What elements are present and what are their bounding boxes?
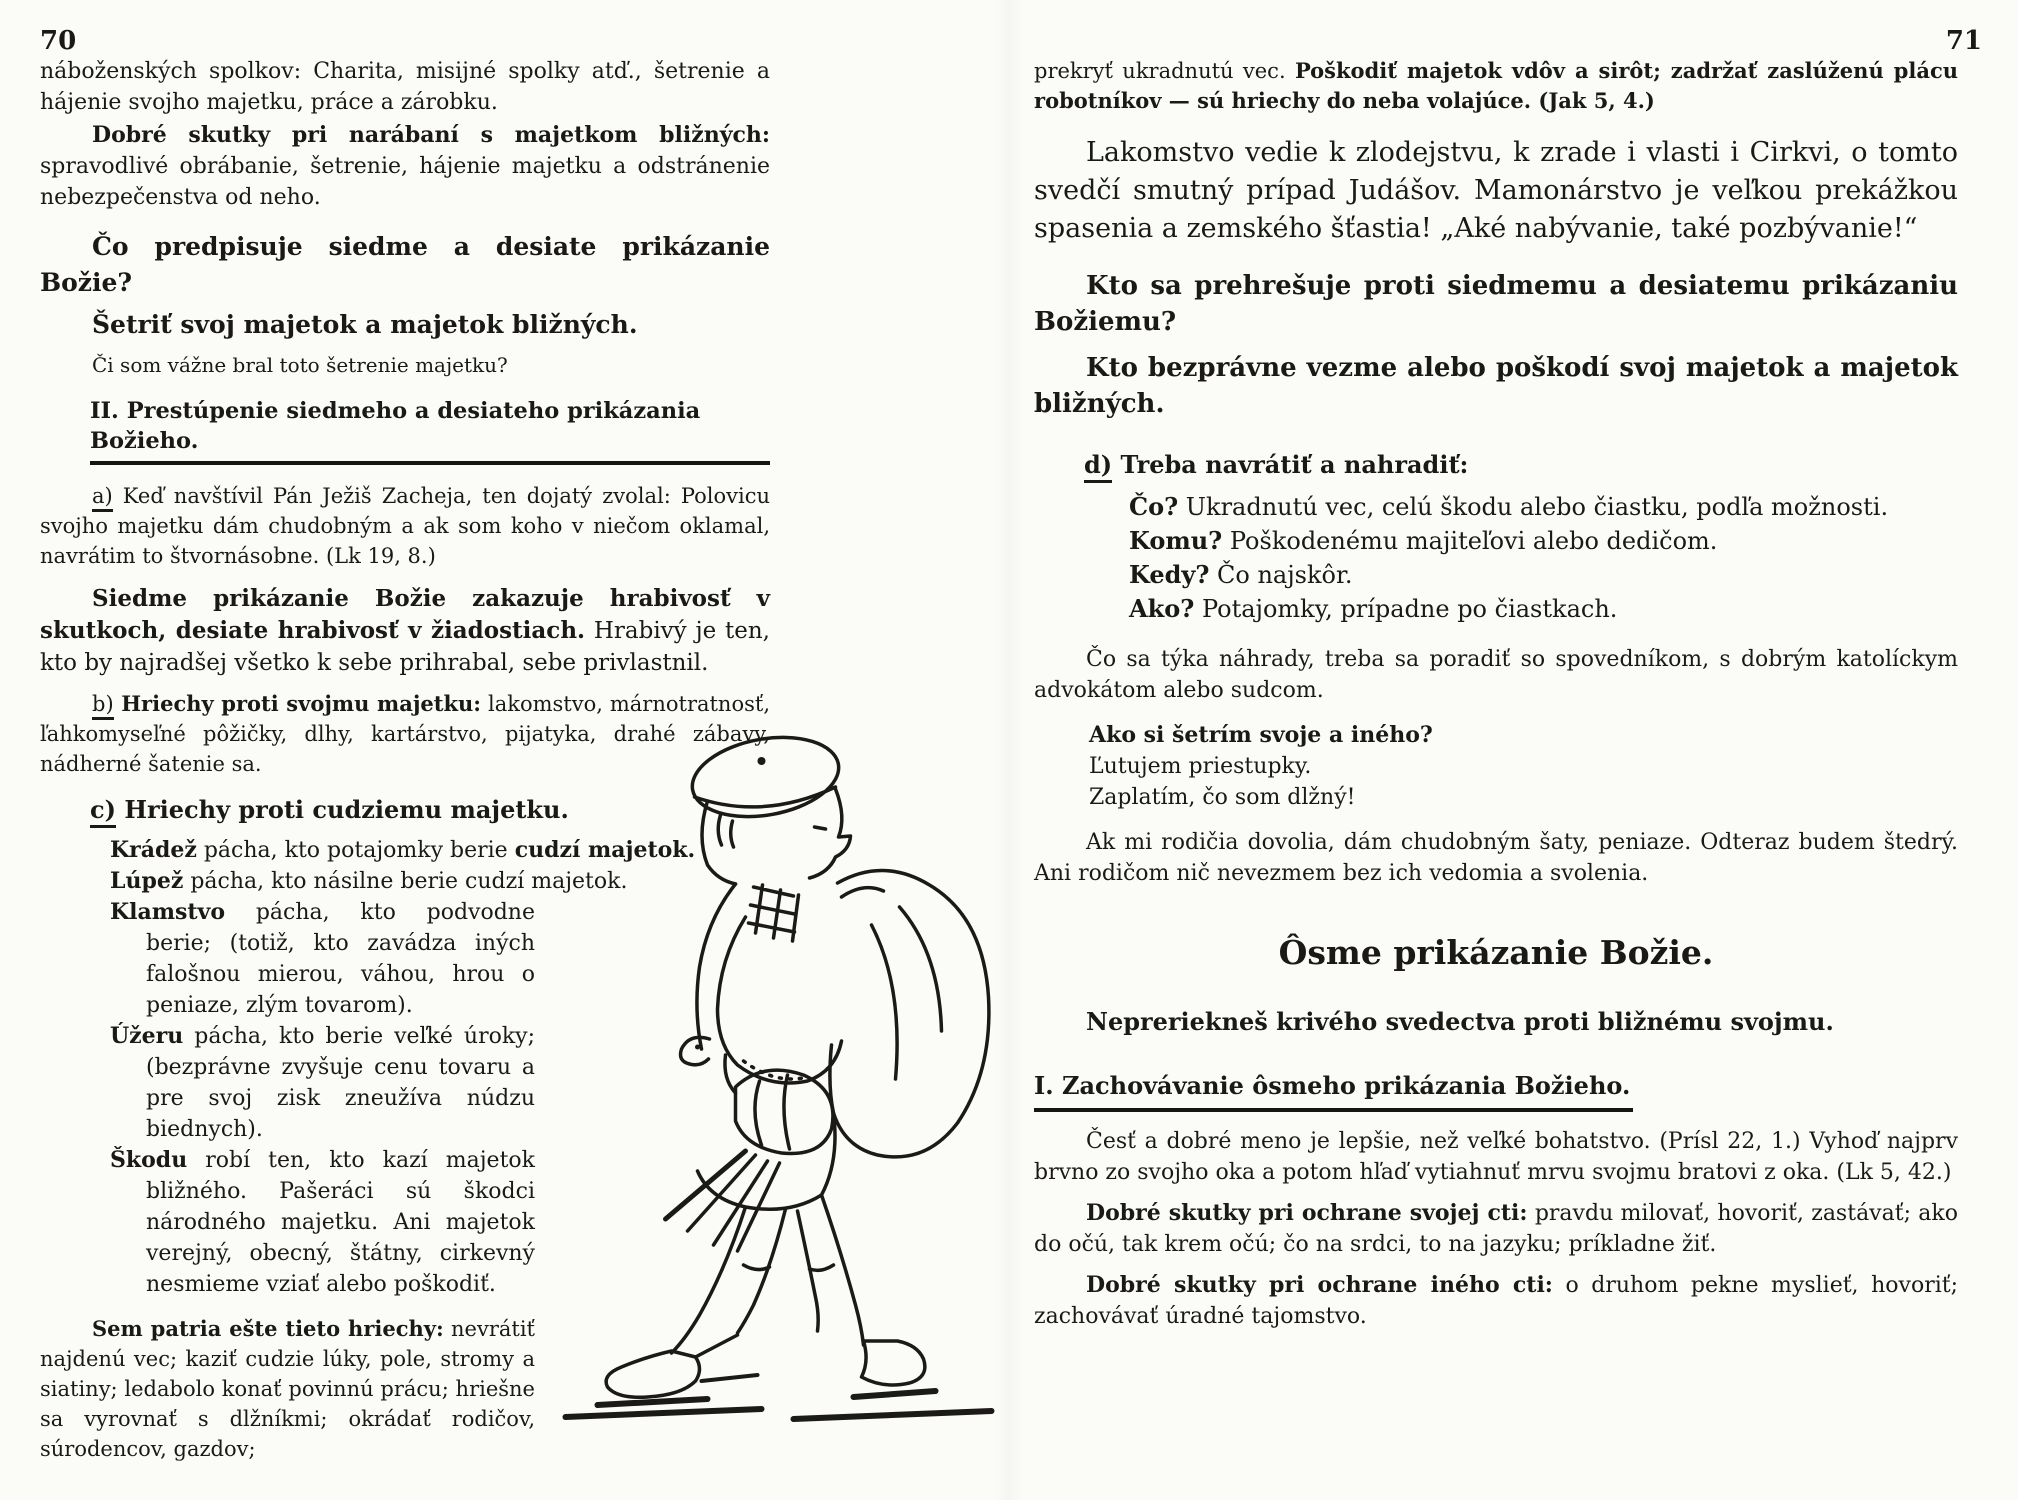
bold-run: Hriechy proti svojmu majetku: bbox=[113, 691, 482, 716]
bold-run: Poškodiť majetok vdôv a sirôt; zadržať zaslúženú plácu robotníkov — sú hriechy do neba volajúce. bbox=[1034, 58, 1958, 113]
restitution-what bbox=[1034, 490, 1958, 524]
underlined-heading: II. Prestúpenie siedmeho a desiateho prikázania Božieho. bbox=[90, 396, 770, 465]
item-label-c: c) bbox=[90, 795, 116, 828]
section-heading-transgression bbox=[40, 396, 770, 465]
text-run: Ak mi rodičia dovolia, dám chudobným šaty, peniaze. Odteraz budem štedrý. Ani rodičom nič nevezmem bez ich vedomia a svolenia. bbox=[1034, 830, 1958, 886]
paragraph-item-a bbox=[40, 481, 770, 571]
text-run: Lakomstvo vedie k zlodejstvu, k zrade i vlasti i Cirkvi, o tomto svedčí smutný prípad Judášov. Mamonárstvo je veľkou prekážkou spasenia a zemského šťastia! „Aké nabývanie, také pozbývanie!“ bbox=[1034, 137, 1958, 244]
paragraph-resolution bbox=[1034, 827, 1958, 889]
text-run: Treba navrátiť a nahradiť: bbox=[1112, 450, 1469, 479]
paragraph-others-honor bbox=[1034, 1270, 1958, 1332]
sin-item-usury bbox=[40, 1021, 535, 1145]
text-run: pácha, kto násilne berie cudzí majetok. bbox=[183, 869, 628, 894]
text-run: náboženských spolkov: Charita, misijné spolky atď., šetrenie a hájenie svojho majetku, práce a zárobku. bbox=[40, 59, 770, 115]
examination-line-1 bbox=[1034, 751, 1958, 782]
examination-line-2 bbox=[1034, 782, 1958, 813]
figure-lines bbox=[566, 727, 992, 1419]
text-run: Ľutujem priestupky. bbox=[1089, 754, 1312, 779]
text-run: pácha, kto berie veľké úroky; (bezprávne zvyšuje cenu tovaru a pre svoj zisk zneužíva núdzu biednych). bbox=[146, 1024, 535, 1142]
text-run: Keď navštívil Pán Ježiš Zacheja, ten dojatý zvolal: Polovicu svojho majetku dám chudobným a ak som koho v niečom oklamal, navrátim to štvornásobne. (Lk 19, 8.) bbox=[40, 484, 770, 568]
text-run: Čo predpisuje siedme a desiate prikázanie Božie? bbox=[40, 232, 770, 297]
bold-term: Škodu bbox=[110, 1147, 188, 1173]
text-run: Ôsme prikázanie Božie. bbox=[1278, 933, 1714, 972]
text-run: lakomstvo, márnotratnosť, ľahkomyseľné pôžičky, dlhy, kartárstvo, pijatyka, drahé zábavy, nádherné šatenie sa. bbox=[40, 692, 770, 776]
page-number-right: 71 bbox=[1945, 26, 1982, 56]
bold-term: Krádež bbox=[110, 837, 197, 863]
text-run: Zaplatím, čo som dlžný! bbox=[1089, 785, 1356, 810]
page-right bbox=[1009, 0, 2018, 1500]
examination-question bbox=[1034, 720, 1958, 751]
text-run: Potajomky, prípadne po čiastkach. bbox=[1194, 595, 1618, 623]
answer-seventh-commandment bbox=[40, 307, 770, 343]
page-number-left: 70 bbox=[40, 26, 77, 56]
bold-run: cudzí majetok. bbox=[514, 837, 696, 863]
chapter-heading-eighth-commandment bbox=[1034, 931, 1958, 975]
bold-citation: (Jak 5, 4.) bbox=[1531, 88, 1655, 113]
sin-item-damage bbox=[40, 1145, 535, 1300]
paragraph-good-deeds bbox=[40, 120, 770, 213]
text-run: Ako si šetrím svoje a iného? bbox=[1089, 722, 1433, 748]
text-run: Nepreriekneš krivého svedectva proti bližnému svojmu. bbox=[1086, 1007, 1834, 1036]
text-run: spravodlivé obrábanie, šetrenie, hájenie majetku a odstránenie nebezpečenstva od neho. bbox=[40, 154, 770, 210]
paragraph-continuation bbox=[40, 56, 770, 118]
examination-block bbox=[1034, 720, 1958, 813]
text-run: Poškodenému majiteľovi alebo dedičom. bbox=[1222, 527, 1718, 555]
restitution-when bbox=[1034, 558, 1958, 592]
item-label-a: a) bbox=[92, 484, 113, 512]
commandment-text bbox=[1034, 1005, 1958, 1039]
bold-run: Dobré skutky pri narábaní s majetkom bližných: bbox=[92, 122, 770, 148]
bold-term: Čo? bbox=[1129, 492, 1179, 521]
answer-who-transgresses bbox=[1034, 350, 1958, 422]
sin-item-fraud bbox=[40, 897, 535, 1021]
paragraph-more-sins bbox=[40, 1314, 535, 1464]
bold-term: Komu? bbox=[1129, 526, 1223, 555]
heading-item-d bbox=[1034, 448, 1958, 482]
bold-run: Sem patria ešte tieto hriechy: bbox=[92, 1316, 444, 1341]
bold-term: Klamstvo bbox=[110, 899, 226, 925]
restitution-how bbox=[1034, 592, 1958, 626]
text-run: pácha, kto potajomky berie bbox=[196, 838, 515, 863]
text-run: pravdu milovať, hovoriť, zastávať; ako do očú, tak krem očú; čo na srdci, to na jazyku; príkladne žiť. bbox=[1034, 1201, 1958, 1257]
text-run: Hriechy proti cudziemu majetku. bbox=[115, 795, 569, 824]
bold-term: Lúpež bbox=[110, 868, 184, 894]
self-examination-line bbox=[40, 351, 770, 380]
text-run: Hrabivý je ten, kto by najradšej všetko k sebe prihrabal, sebe privlastnil. bbox=[40, 618, 770, 676]
bold-run: Dobré skutky pri ochrane iného cti: bbox=[1086, 1272, 1553, 1298]
text-run: prekryť ukradnutú vec. bbox=[1034, 59, 1295, 83]
text-run: Kto bezprávne vezme alebo poškodí svoj majetok a majetok bližných. bbox=[1034, 353, 1958, 419]
bold-run: Dobré skutky pri ochrane svojej cti: bbox=[1086, 1200, 1528, 1226]
text-run: Šetriť svoj majetok a majetok bližných. bbox=[92, 310, 638, 339]
paragraph-continuation-right bbox=[1034, 56, 1958, 116]
text-run: Ukradnutú vec, celú škodu alebo čiastku, podľa možnosti. bbox=[1178, 493, 1889, 521]
text-run: Či som vážne bral toto šetrenie majetku? bbox=[92, 353, 508, 377]
peddler-illustration-svg bbox=[545, 705, 1000, 1445]
restitution-to-whom bbox=[1034, 524, 1958, 558]
paragraph-advice bbox=[1034, 644, 1958, 706]
peddler-illustration bbox=[545, 705, 1000, 1445]
text-run: Čo najskôr. bbox=[1209, 561, 1353, 589]
text-run: pácha, kto podvodne berie; (totiž, kto zavádza iných falošnou mierou, váhou, hrou o peniaze, zlým tovarom). bbox=[146, 900, 535, 1018]
bold-term: Ako? bbox=[1129, 594, 1195, 623]
bold-term: Kedy? bbox=[1129, 560, 1210, 589]
text-run: robí ten, kto kazí majetok bližného. Pašeráci sú škodci národného majetku. Ani majetok verejný, obecný, štátny, cirkevný nesmieme vziať alebo poškodiť. bbox=[146, 1148, 535, 1297]
bold-run: Siedme prikázanie Božie zakazuje hrabivosť v skutkoch, desiate hrabivosť v žiadostiach. bbox=[40, 585, 770, 644]
paragraph-seventh-forbids bbox=[40, 583, 770, 679]
text-run: o druhom pekne myslieť, hovoriť; zachovávať úradné tajomstvo. bbox=[1034, 1273, 1958, 1329]
paragraph-own-honor bbox=[1034, 1198, 1958, 1260]
text-run: nevrátiť najdenú vec; kaziť cudzie lúky, pole, stromy a siatiny; ledabolo konať povinnú prácu; hriešne sa vyrovnať s dlžníkmi; okrádať rodičov, súrodencov, gazdov; bbox=[40, 1317, 535, 1461]
bold-term: Úžeru bbox=[110, 1023, 184, 1049]
question-seventh-commandment bbox=[40, 229, 770, 301]
underlined-heading: I. Zachovávanie ôsmeho prikázania Božieho. bbox=[1034, 1069, 1633, 1112]
section-heading-observance bbox=[1034, 1069, 1958, 1112]
text-run: Čo sa týka náhrady, treba sa poradiť so spovedníkom, s dobrým katolíckym advokátom alebo sudcom. bbox=[1034, 647, 1958, 703]
text-run: Kto sa prehrešuje proti siedmemu a desiatemu prikázaniu Božiemu? bbox=[1034, 271, 1958, 337]
restitution-list bbox=[1034, 490, 1958, 626]
question-who-transgresses bbox=[1034, 268, 1958, 340]
paragraph-honor bbox=[1034, 1126, 1958, 1188]
item-label-b: b) bbox=[92, 692, 114, 720]
paragraph-greed bbox=[1034, 134, 1958, 248]
text-run: Česť a dobré meno je lepšie, než veľké bohatstvo. (Prísl 22, 1.) Vyhoď najprv brvno zo svojho oka a potom hľaď vytiahnuť mrvu svojmu bratovi z oka. (Lk 5, 42.) bbox=[1034, 1129, 1958, 1185]
item-label-d: d) bbox=[1084, 450, 1112, 483]
